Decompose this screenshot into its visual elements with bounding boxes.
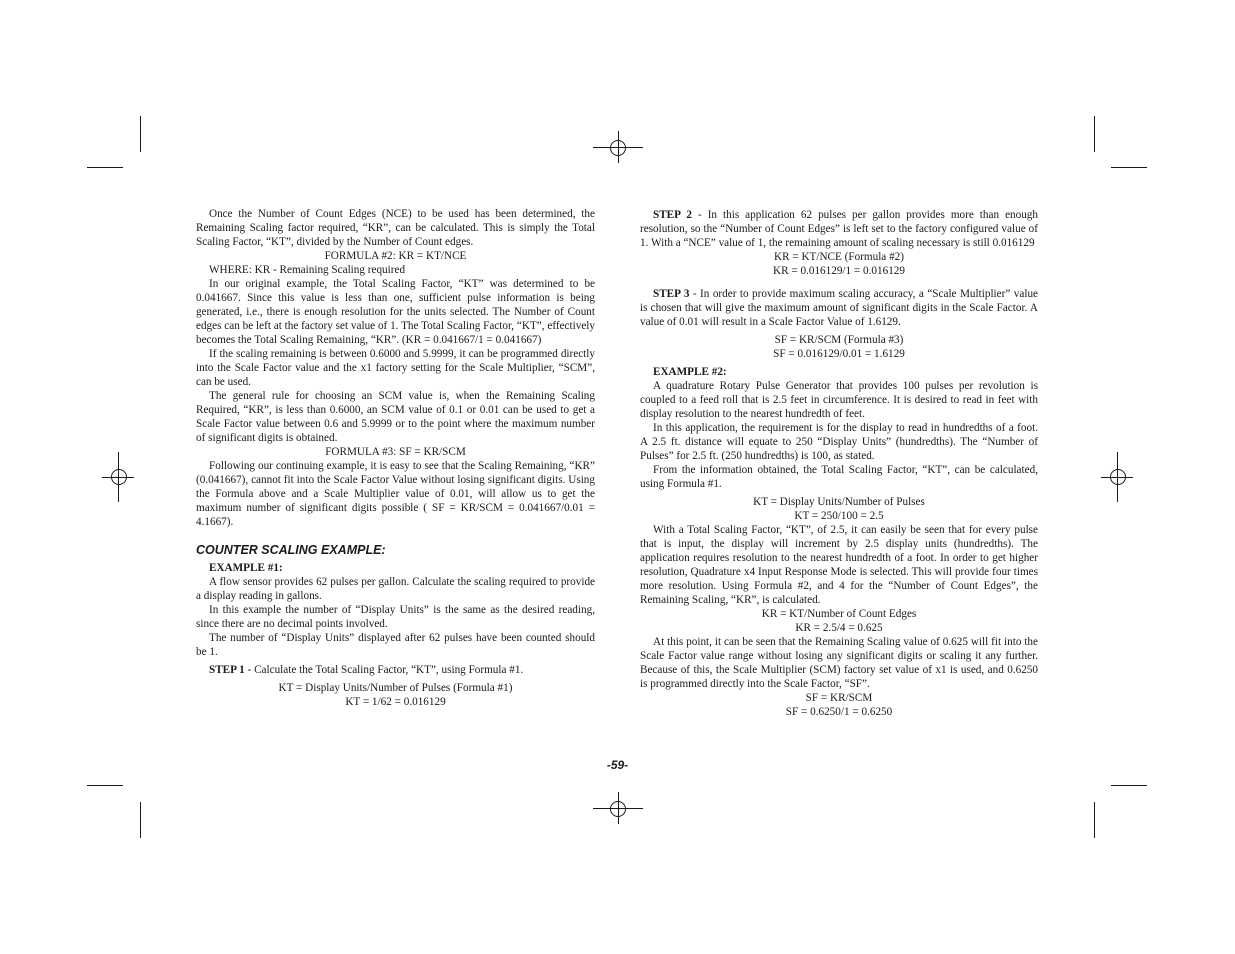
paragraph: From the information obtained, the Total Scaling Factor, “KT”, can be calculated, using Formula #1. <box>640 464 1038 490</box>
step-label: STEP 3 <box>653 288 690 300</box>
formula: SF = KR/SCM (Formula #3) <box>774 334 904 346</box>
crop-mark-tr-h <box>1111 167 1147 168</box>
formula: SF = 0.016129/0.01 = 1.6129 <box>773 348 905 360</box>
registration-mark-top <box>593 131 643 163</box>
formula: SF = 0.6250/1 = 0.6250 <box>785 706 893 718</box>
crop-mark-br-v <box>1094 802 1095 838</box>
formula: FORMULA #3: SF = KR/SCM <box>325 446 466 458</box>
registration-mark-bottom <box>593 792 643 824</box>
page-number: -59- <box>606 758 629 772</box>
formula: KT = 250/100 = 2.5 <box>794 510 884 522</box>
paragraph: Once the Number of Count Edges (NCE) to be used has been determined, the Remaining Scaling factor required, “KR”, can be calculated. This is simply the Total Scaling Factor, “KT”, divided by the Number of Count edges. <box>196 208 595 248</box>
step-text: - In this application 62 pulses per gallon provides more than enough resolution, so the “Number of Count Edges” is left set to the factory configured value of 1. With a “NCE” value of 1, the remaining amount of scaling necessary is still 0.016129 <box>640 209 1038 249</box>
formula: KT = Display Units/Number of Pulses <box>753 496 925 508</box>
paragraph: In this example the number of “Display Units” is the same as the desired reading, since there are no decimal points involved. <box>196 604 595 630</box>
formula: KR = 2.5/4 = 0.625 <box>795 622 883 634</box>
section-heading: COUNTER SCALING EXAMPLE: <box>196 543 386 557</box>
left-column <box>196 207 595 709</box>
paragraph: The number of “Display Units” displayed after 62 pulses have been counted should be 1. <box>196 632 595 658</box>
crop-mark-tl-v <box>140 116 141 152</box>
registration-mark-left <box>102 452 134 502</box>
formula: KR = 0.016129/1 = 0.016129 <box>773 265 905 277</box>
formula: KT = 1/62 = 0.016129 <box>345 696 446 708</box>
paragraph: In our original example, the Total Scaling Factor, “KT” was determined to be 0.041667. Since this value is less than one, sufficient pulse information is being generated, i.e., there is enough resolution for the units selected. The Number of Count edges can be left at the factory set value of 1. The Total Scaling Factor, “KT”, effectively becomes the Total Scaling Remaining, “KR”. (KR = 0.041667/1 = 0.041667) <box>196 278 595 346</box>
step-paragraph <box>640 208 1038 250</box>
paragraph: Following our continuing example, it is easy to see that the Scaling Remaining, “KR” (0.041667), cannot fit into the Scale Factor Value without losing significant digits. Using the Formula above and a Scale Multiplier value of 0.01, will allow us to get the maximum number of significant digits possible ( SF = KR/SCM = 0.041667/0.01 = 4.1667). <box>196 460 595 528</box>
crop-mark-tr-v <box>1094 116 1095 152</box>
paragraph: A flow sensor provides 62 pulses per gallon. Calculate the scaling required to provide a display reading in gallons. <box>196 576 595 602</box>
paragraph: WHERE: KR - Remaining Scaling required <box>209 264 406 276</box>
crop-mark-tl-h <box>87 167 123 168</box>
paragraph: In this application, the requirement is for the display to read in hundredths of a foot. A 2.5 ft. distance will equate to 250 “Display Units” (hundredths). The “Number of Pulses” for 2.5 ft. (250 hundredths) is 100, as stated. <box>640 422 1038 462</box>
paragraph: The general rule for choosing an SCM value is, when the Remaining Scaling Required, “KR”, is less than 0.6000, an SCM value of 0.1 or 0.01 can be used to get a Scale Factor value between 0.6 and 5.9999 or to the point where the maximum number of significant digits is obtained. <box>196 390 595 444</box>
right-column <box>640 208 1038 719</box>
crop-mark-bl-h <box>87 785 123 786</box>
formula: FORMULA #2: KR = KT/NCE <box>324 250 467 262</box>
example-label: EXAMPLE #2: <box>653 366 727 378</box>
paragraph: At this point, it can be seen that the Remaining Scaling value of 0.625 will fit into the Scale Factor value range without losing any significant digits or scaling it any further. Because of this, the Scale Multiplier (SCM) factory set value of x1 is used, and 0.6250 is programmed directly into the Scale Factor, “SF”. <box>640 636 1038 690</box>
step-text: - Calculate the Total Scaling Factor, “KT”, using Formula #1. <box>244 664 524 676</box>
paragraph: A quadrature Rotary Pulse Generator that provides 100 pulses per revolution is coupled to a feed roll that is 2.5 feet in circumference. It is desired to read in feet with display resolution to the nearest hundredth of feet. <box>640 380 1038 420</box>
step-paragraph <box>640 287 1038 329</box>
paragraph: With a Total Scaling Factor, “KT”, of 2.5, it can easily be seen that for every pulse that is input, the display will increment by 2.5 display units (hundredths). The application requires resolution to the nearest hundredth of a foot. In order to get higher resolution, Quadrature x4 Input Response Mode is selected. This will provide four times more resolution. Using Formula #2, and 4 for the “Number of Count Edges”, the Remaining Scaling, “KR”, is calculated. <box>640 524 1038 606</box>
formula: KT = Display Units/Number of Pulses (Formula #1) <box>278 682 513 694</box>
step-label: STEP 2 <box>653 209 692 221</box>
formula: KR = KT/NCE (Formula #2) <box>774 251 904 263</box>
crop-mark-br-h <box>1111 785 1147 786</box>
step-text: - In order to provide maximum scaling accuracy, a “Scale Multiplier” value is chosen that will give the maximum amount of significant digits in the Scale Factor. A value of 0.01 will result in a Scale Factor Value of 1.6129. <box>640 288 1038 328</box>
example-label: EXAMPLE #1: <box>209 562 283 574</box>
paragraph: If the scaling remaining is between 0.6000 and 5.9999, it can be programmed directly into the Scale Factor value and the x1 factory setting for the Scale Multiplier, “SCM”, can be used. <box>196 348 595 388</box>
registration-mark-right <box>1101 452 1133 502</box>
formula: KR = KT/Number of Count Edges <box>761 608 917 620</box>
step-label: STEP 1 <box>209 664 245 676</box>
crop-mark-bl-v <box>140 802 141 838</box>
formula: SF = KR/SCM <box>805 692 873 704</box>
step-paragraph <box>196 663 595 677</box>
